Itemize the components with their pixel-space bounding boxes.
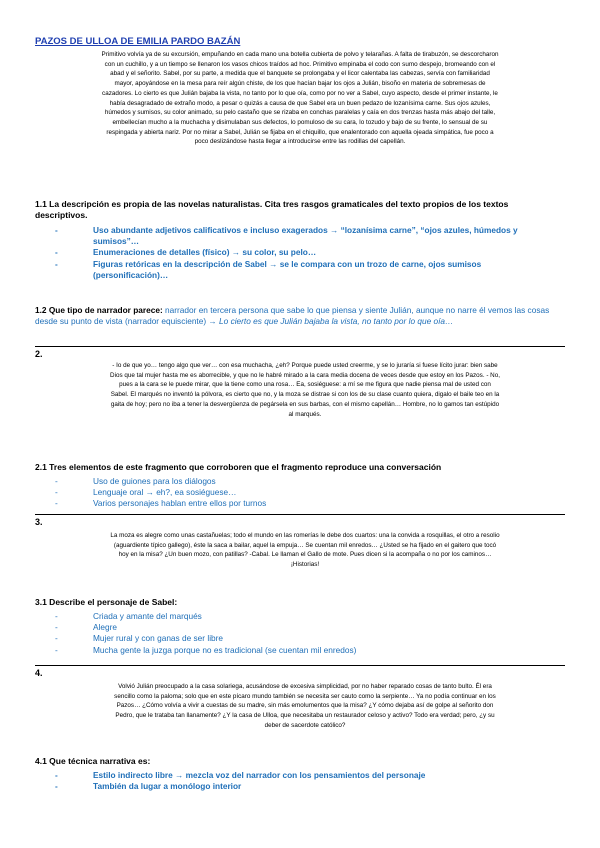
excerpt-1: Primitivo volvía ya de su excursión, empuñando en cada mano una botella cubierta de polvo y telarañas. A falta de tirabuzón, se descorcharon con un cuchillo, y a un tiempo se llenaron los vasos chicos traídos ad hoc. Primitivo empinaba el codo con sumo despejo, bromeando con el abad y el señorito. Sabel, por su parte, a medida que el banquete se prolongaba y el licor calentaba las cabezas, servía con familiaridad mayor, apoyándose en la mesa para reír algún chiste, de los que hacían bajar los ojos a Julián, bisoño en materia de sobremesas de cazadores. Lo cierto es que Julián bajaba la vista, no tanto por lo que oía, como por no ver a Sabel, cuyo aspecto, desde el primer instante, le había desagradado de extraño modo, a pesar o quizás a causa de que Sabel era un buen pedazo de lozanísima carne. Sus ojos azules, húmedos y sumisos, su color animado, su pelo castaño que se rizaba en conchas paralelas y caía en dos trenzas hasta más abajo del talle, embellecían mucho a la muchacha y disimulaban sus defectos, lo pomuloso de su cara, lo tozudo y bajo de su frente, lo sensual de su respingada y abierta nariz. Por no mirar a Sabel, Julián se fijaba en el chiquillo, que enalentorado con aquella ojeada simpática, fue poco a poco deslizándose hasta llegar a introducirse entre las rodillas del capellán.: [101, 51, 499, 146]
question-4-1: 4.1 Que técnica narrativa es:: [35, 756, 151, 766]
list-item: - Uso abundante adjetivos calificativos e incluso exagerados → “lozanísima carne”, “ojos azules, húmedos y sumisos”…: [55, 225, 518, 247]
answers-1-1: [55, 225, 535, 281]
answers-4-1: [55, 770, 555, 792]
question-2-1: 2.1 Tres elementos de este fragmento que corroboren que el fragmento reproduce una conversación: [35, 462, 442, 472]
answers-2-1: [55, 476, 535, 510]
divider: [35, 514, 565, 515]
document-title: PAZOS DE ULLOA DE EMILIA PARDO BAZÁN: [35, 36, 241, 47]
list-item: - También da lugar a monólogo interior: [55, 781, 242, 792]
excerpt-2: - Io de que yo… tengo algo que ver… con esa muchacha, ¿eh? Porque puede usted creerme, y se lo juraría si fuese lícito jurar: bien sabe Dios que tal mujer hasta me es aborrecible, y que no le habré mirado a la cara media docena de veces desde que estoy en los Pazos. - No, pues a la cara se le puede mirar, que la tiene como una rosa… Ea, sosiéguese: a mí se me figura que nadie piensa mal de usted con Sabel. El marqués no inventó la pólvora, es cierto que no, y la moza se distrae si con los de su clase cuanto quiera, digalo el baile teo en la gaita de hoy; pero no iba a tener la desvergüenza de pegársela en sus barbas, con el mismo capellán… Hombre, no lo gamos tan estúpido al marqués.: [110, 362, 500, 418]
list-item: - Enumeraciones de detalles (físico) → su color, su pelo…: [55, 247, 317, 258]
question-1-2-answer: narrador en tercera persona que sabe lo que piensa y siente Julián, aunque no narre él vemos las cosas desde su punto de vista (narrador equisciente) →: [35, 305, 550, 326]
divider: [35, 346, 565, 347]
list-item: - Varios personajes hablan entre ellos por turnos: [55, 498, 267, 509]
excerpt-3: La moza es alegre como unas castañuelas; todo el mundo en las romerías le debe dos cuartos: una la convida a rosquillas, el otro a resolio (aguardiente típico gallego), éste la saca a bailar, aquel la empuja… Se cuentan mil enredos… ¿Usted se ha fijado en el gaitero que tocó hoy en la misa? ¿Un buen mozo, con patillas? -Cabal. Le llaman el Gallo de mote. Pues dicen si la acompaña o no por los caminos… ¡Historias!: [110, 532, 500, 569]
list-item: - Criada y amante del marqués: [55, 611, 202, 621]
section-number-2: 2.: [35, 349, 43, 359]
list-item: - Mucha gente la juzga porque no es tradicional (se cuentan mil enredos): [55, 644, 357, 655]
question-1-2-quote: Lo cierto es que Julián bajaba la vista, no tanto por lo que oía…: [219, 316, 454, 326]
list-item: - Alegre: [55, 622, 117, 633]
list-item: - Lenguaje oral → eh?, ea sosiéguese…: [55, 487, 237, 498]
divider: [35, 665, 565, 666]
list-item: - Mujer rural y con ganas de ser libre: [55, 633, 224, 644]
list-item: - Estilo indirecto libre → mezcla voz del narrador con los pensamientos del personaje: [55, 770, 426, 780]
question-1-2: [35, 305, 565, 327]
question-3-1: 3.1 Describe el personaje de Sabel:: [35, 597, 178, 607]
excerpt-4: Volvió Julián preocupado a la casa solariega, acusándose de excesiva simplicidad, por no haber reparado cosas de tanto bulto. Él era sencillo como la paloma; solo que en este pícaro mundo también se necesita ser cauto como la serpiente… Ya no podía continuar en los Pazos… ¿Cómo volvía a vivir a cuestas de su madre, sin más emolumentos que la misa? ¿Y cómo dejaba así de golpe al señorito don Pedro, que le trataba tan llanamente? ¿Y la casa de Ulloa, que necesitaba un restaurador celoso y activo? Todo era verdad; pero, ¿y su deber de sacerdote católico?: [114, 683, 496, 729]
question-1-1: 1.1 La descripción es propia de las novelas naturalistas. Cita tres rasgos gramaticales del texto propios de los textos descriptivos.: [35, 199, 509, 220]
answers-3-1: [55, 611, 535, 656]
section-number-4: 4.: [35, 668, 43, 678]
section-number-3: 3.: [35, 517, 43, 527]
question-1-2-label: 1.2 Que tipo de narrador parece:: [35, 305, 163, 315]
list-item: - Figuras retóricas en la descripción de Sabel → se le compara con un trozo de carne, ojos sumisos (personificación)…: [55, 258, 482, 280]
list-item: - Uso de guiones para los diálogos: [55, 476, 216, 486]
